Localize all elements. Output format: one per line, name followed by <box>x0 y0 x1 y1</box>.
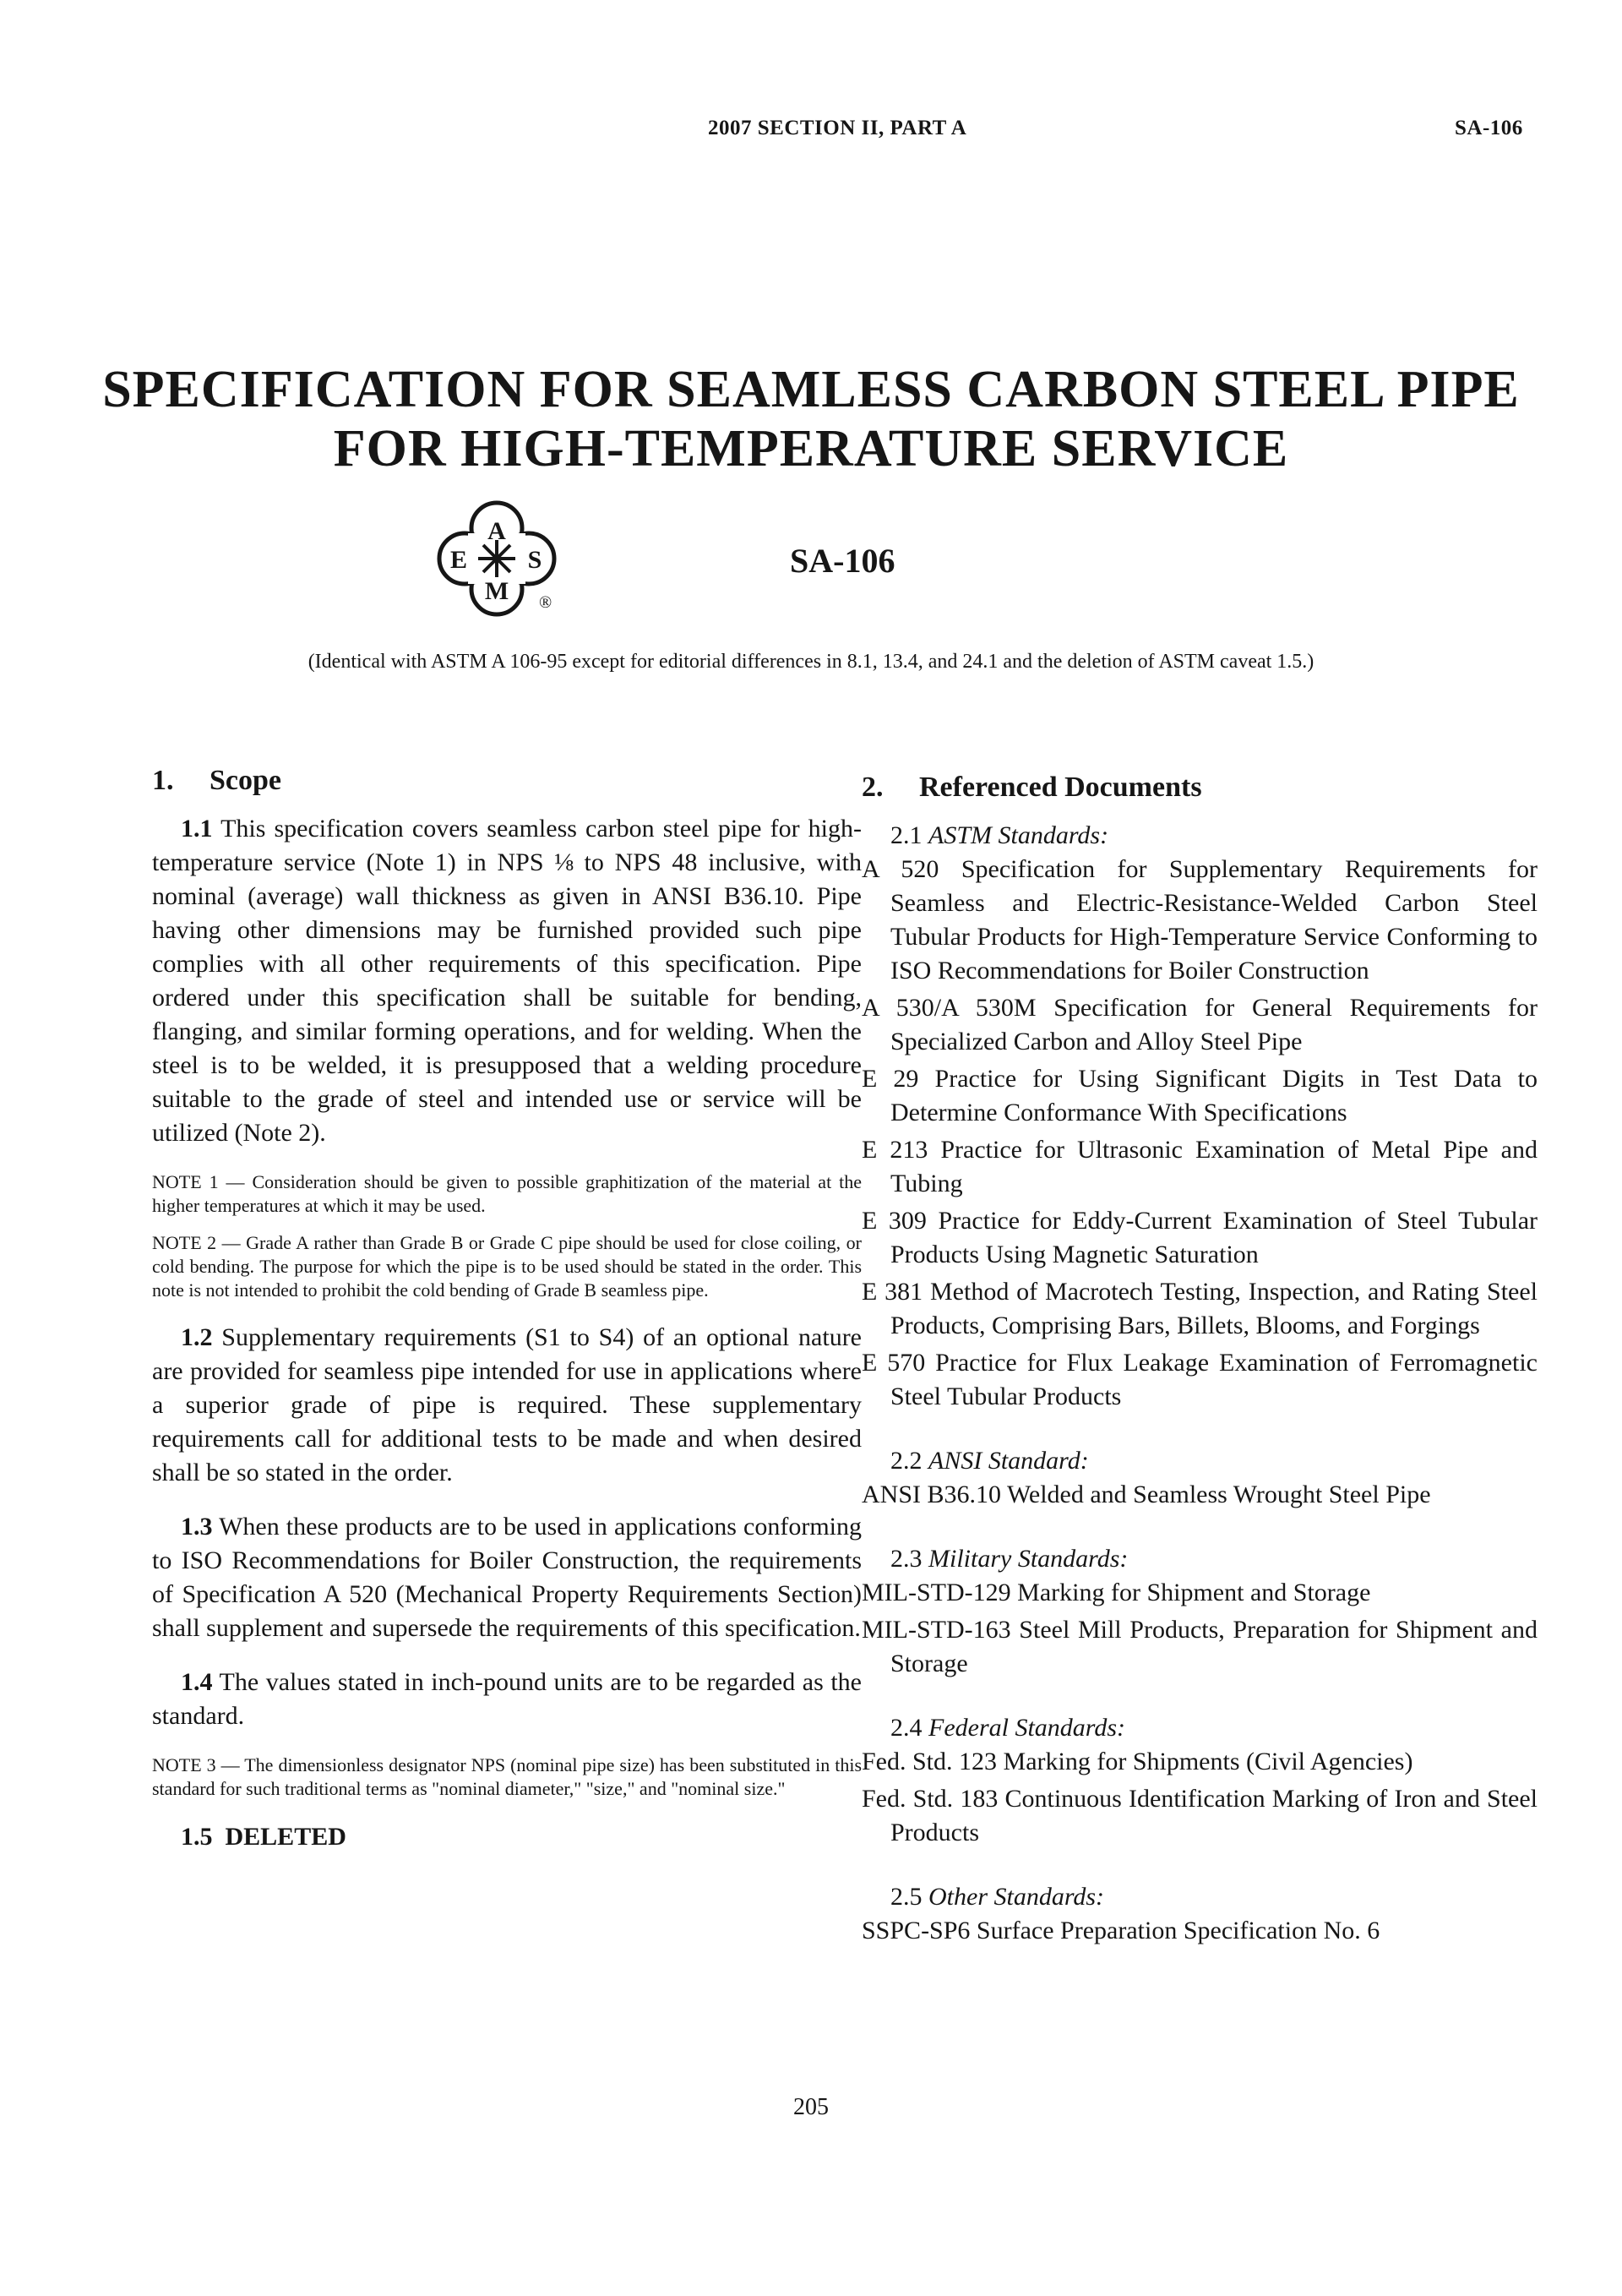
paragraph-text: The values stated in inch-pound units are to be regarded as the standard. <box>152 1668 862 1730</box>
reference-item: A 520 Specification for Supplementary Requirements for Seamless and Electric-Resistance-Welded Carbon Steel Tubular Products for High-Temperature Service Conforming to ISO Recommendations for Boiler Construction <box>862 855 1538 984</box>
reference-item: MIL-STD-129 Marking for Shipment and Storage <box>862 1579 1371 1606</box>
logo-letter-m: M <box>484 577 509 605</box>
paragraph-1-3 <box>152 1510 862 1645</box>
running-title: 2007 SECTION II, PART A <box>708 117 967 139</box>
page-number: 205 <box>793 2094 829 2120</box>
reference-item: MIL-STD-163 Steel Mill Products, Preparation for Shipment and Storage <box>862 1616 1538 1677</box>
asme-clover-logo-icon <box>412 494 581 621</box>
subheading-ansi-standard <box>890 1444 1538 1478</box>
subheading-label: Military Standards: <box>928 1545 1129 1573</box>
subheading-number: 2.5 <box>890 1883 923 1911</box>
paragraph-1-1 <box>152 812 862 1150</box>
section-number: 2. <box>862 772 884 803</box>
note-1: NOTE 1 — Consideration should be given to possible graphitization of the material at the higher temperatures at which it may be used. <box>152 1171 862 1216</box>
paragraph-1-2 <box>152 1321 862 1490</box>
section-title: Scope <box>210 765 281 796</box>
subheading-number: 2.3 <box>890 1545 923 1573</box>
paragraph-number: 1.1 <box>181 815 213 843</box>
logo-letter-e: E <box>449 546 468 574</box>
subheading-federal-standards <box>890 1711 1538 1745</box>
paragraph-1-5 <box>181 1823 862 1852</box>
section-heading-referenced-documents <box>862 772 1538 804</box>
specification-designation: SA-106 <box>790 542 895 580</box>
paragraph-text: Supplementary requirements (S1 to S4) of an optional nature are provided for seamless pipe intended for use in applications where a superior grade of pipe is required. These supplementary requirements call for additional tests to be made and when desired shall be so stated in the order. <box>152 1323 863 1486</box>
reference-item: E 309 Practice for Eddy-Current Examination of Steel Tubular Products Using Magnetic Saturation <box>862 1207 1538 1268</box>
paragraph-text: DELETED <box>225 1823 346 1851</box>
subheading-label: Federal Standards: <box>928 1714 1126 1742</box>
paragraph-1-4 <box>152 1666 862 1733</box>
note-2: NOTE 2 — Grade A rather than Grade B or Grade C pipe should be used for close coiling, or cold bending. The purpose for which the pipe is to be used should be stated in the order. This note is not intended to prohibit the cold bending of Grade B seamless pipe. <box>152 1232 862 1301</box>
logo-letter-s: S <box>527 546 542 574</box>
document-title-line-2: FOR HIGH-TEMPERATURE SERVICE <box>333 420 1289 477</box>
paragraph-number: 1.2 <box>181 1323 213 1351</box>
subheading-number: 2.2 <box>890 1447 923 1475</box>
paragraph-number: 1.3 <box>181 1513 213 1541</box>
reference-item: E 213 Practice for Ultrasonic Examination of Metal Pipe and Tubing <box>862 1136 1538 1197</box>
subheading-number: 2.4 <box>890 1714 923 1742</box>
section-title: Referenced Documents <box>919 772 1202 803</box>
reference-item: E 381 Method of Macrotech Testing, Inspection, and Rating Steel Products, Comprising Bars, Billets, Blooms, and Forgings <box>862 1278 1538 1339</box>
reference-item: Fed. Std. 183 Continuous Identification Marking of Iron and Steel Products <box>862 1785 1538 1846</box>
paragraph-number: 1.4 <box>181 1668 213 1696</box>
note-3: NOTE 3 — The dimensionless designator NPS (nominal pipe size) has been substituted in this standard for such traditional terms as "nominal diameter," "size," and "nominal size." <box>152 1754 862 1799</box>
reference-item: A 530/A 530M Specification for General Requirements for Specialized Carbon and Alloy Steel Pipe <box>862 994 1538 1055</box>
identical-with-note: (Identical with ASTM A 106-95 except for editorial differences in 8.1, 13.4, and 24.1 and the deletion of ASTM caveat 1.5.) <box>308 651 1314 673</box>
reference-item: E 570 Practice for Flux Leakage Examination of Ferromagnetic Steel Tubular Products <box>862 1349 1538 1410</box>
left-column <box>152 765 862 1852</box>
reference-item: ANSI B36.10 Welded and Seamless Wrought Steel Pipe <box>862 1481 1431 1508</box>
document-title-line-1: SPECIFICATION FOR SEAMLESS CARBON STEEL PIPE <box>102 361 1520 418</box>
registered-mark: ® <box>539 593 552 612</box>
subheading-label: ASTM Standards: <box>928 821 1109 849</box>
subheading-label: ANSI Standard: <box>928 1447 1089 1475</box>
reference-item: E 29 Practice for Using Significant Digits in Test Data to Determine Conformance With Specifications <box>862 1065 1538 1126</box>
subheading-astm-standards <box>890 819 1538 853</box>
paragraph-text: When these products are to be used in applications conforming to ISO Recommendations for Boiler Construction, the requirements of Specification A 520 (Mechanical Property Requirements Section) shall supplement and supersede the requirements of this specification. <box>152 1513 862 1642</box>
paragraph-text: This specification covers seamless carbon steel pipe for high-temperature service (Note 1) in NPS ⅛ to NPS 48 inclusive, with nominal (average) wall thickness as given in ANSI B36.10. Pipe having other dimensions may be furnished provided such pipe complies with all other requirements of this specification. Pipe ordered under this specification shall be suitable for bending, flanging, and similar forming operations, and for welding. When the steel is to be welded, it is presupposed that a welding procedure suitable to the grade of steel and intended use or service will be utilized (Note 2). <box>152 815 862 1147</box>
section-number: 1. <box>152 765 174 796</box>
reference-item: Fed. Std. 123 Marking for Shipments (Civil Agencies) <box>862 1748 1413 1775</box>
subheading-military-standards <box>890 1542 1538 1576</box>
header-designation: SA-106 <box>1455 117 1523 139</box>
paragraph-number: 1.5 <box>181 1823 213 1851</box>
section-heading-scope <box>152 765 862 797</box>
right-column <box>862 765 1538 1948</box>
subheading-label: Other Standards: <box>928 1883 1105 1911</box>
reference-item: SSPC-SP6 Surface Preparation Specification No. 6 <box>862 1917 1380 1944</box>
subheading-number: 2.1 <box>890 821 923 849</box>
subheading-other-standards <box>890 1880 1538 1914</box>
logo-letter-a: A <box>487 517 506 545</box>
